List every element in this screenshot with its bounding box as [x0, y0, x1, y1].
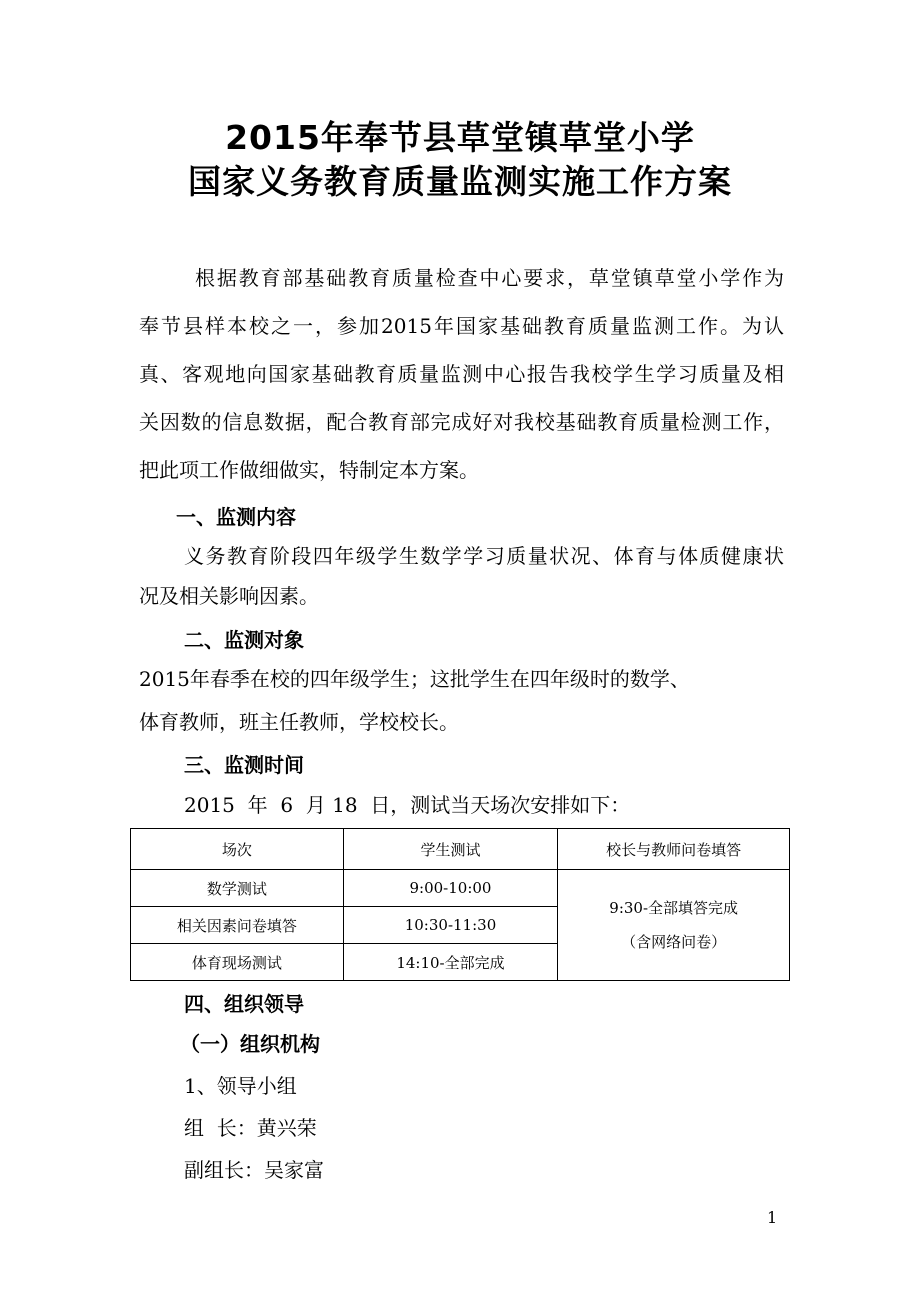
- table-header-teacher: 校长与教师问卷填答: [558, 829, 790, 870]
- schedule-table: [130, 828, 790, 981]
- session-cell: 体育现场测试: [131, 944, 344, 981]
- deputy-leader-line: 副组长：吴家富: [184, 1158, 324, 1182]
- intro-line-3: 真、客观地向国家基础教育质量监测中心报告我校学生学习质量及相: [139, 362, 784, 386]
- leadership-group-item: 1、领导小组: [184, 1074, 297, 1098]
- table-header-student: 学生测试: [343, 829, 558, 870]
- student-time-cell: 9:00-10:00: [343, 870, 558, 907]
- group-leader-line: 组 长：黄兴荣: [184, 1116, 317, 1140]
- document-title-line1: 2015年奉节县草堂镇草堂小学: [225, 118, 695, 157]
- session-cell: 数学测试: [131, 870, 344, 907]
- session-cell: 相关因素问卷填答: [131, 907, 344, 944]
- intro-line-1: 根据教育部基础教育质量检查中心要求，草堂镇草堂小学作为: [195, 266, 784, 290]
- intro-line-4: 关因数的信息数据，配合教育部完成好对我校基础教育质量检测工作，: [139, 410, 784, 434]
- teacher-time-text: 9:30-全部填答完成: [609, 899, 739, 917]
- section-heading-target: 二、监测对象: [184, 628, 304, 652]
- teacher-questionnaire-cell: [558, 870, 790, 981]
- section-heading-content: 一、监测内容: [176, 505, 296, 529]
- intro-line-5: 把此项工作做细做实，特制定本方案。: [139, 458, 479, 482]
- section3-date-line: 2015 年 6 月 18 日，测试当天场次安排如下：: [184, 793, 631, 817]
- student-time-cell: 14:10-全部完成: [343, 944, 558, 981]
- student-time-cell: 10:30-11:30: [343, 907, 558, 944]
- section1-line-2: 况及相关影响因素。: [139, 584, 319, 608]
- table-row: [131, 870, 790, 907]
- table-header-row: [131, 829, 790, 870]
- page-number: 1: [767, 1208, 778, 1227]
- teacher-note-text: （含网络问卷）: [621, 933, 727, 951]
- section1-line-1: 义务教育阶段四年级学生数学学习质量状况、体育与体质健康状: [184, 544, 784, 568]
- document-title-line2: 国家义务教育质量监测实施工作方案: [188, 162, 732, 201]
- section2-line-2: 体育教师，班主任教师，学校校长。: [139, 710, 459, 734]
- table-header-session: 场次: [131, 829, 344, 870]
- section-heading-organization: 四、组织领导: [184, 992, 304, 1016]
- section2-line-1: 2015年春季在校的四年级学生；这批学生在四年级时的数学、: [139, 667, 690, 691]
- subsection-heading-structure: （一）组织机构: [180, 1032, 320, 1056]
- section-heading-time: 三、监测时间: [184, 753, 304, 777]
- intro-line-2: 奉节县样本校之一，参加2015年国家基础教育质量监测工作。为认: [139, 314, 784, 338]
